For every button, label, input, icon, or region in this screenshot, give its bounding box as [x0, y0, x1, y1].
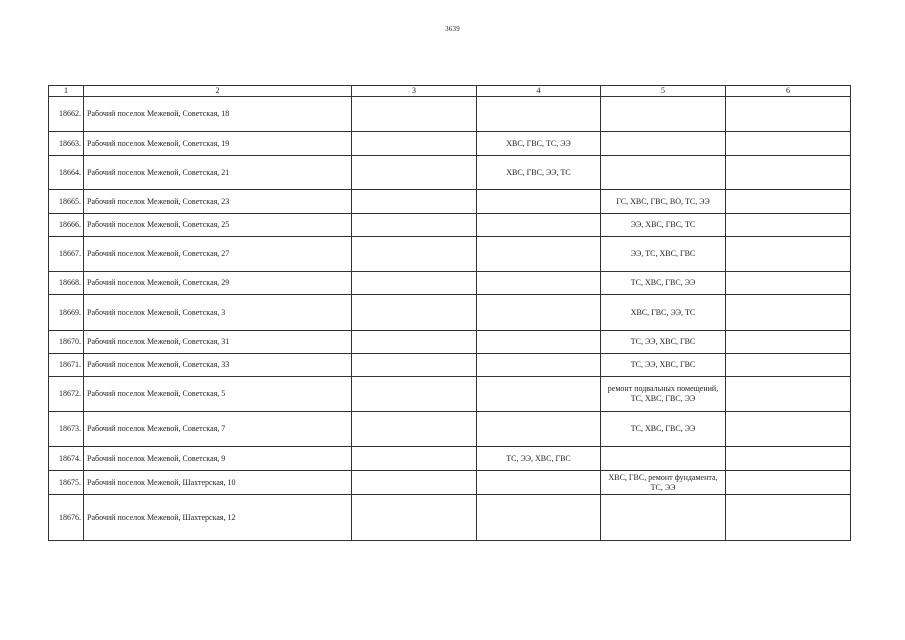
- column-4-cell: [477, 354, 601, 377]
- address-cell: Рабочий поселок Межевой, Советская, 29: [84, 272, 352, 295]
- column-6-cell: [726, 495, 851, 541]
- column-5-cell: [601, 495, 726, 541]
- table-row: [49, 354, 851, 377]
- column-6-cell: [726, 214, 851, 237]
- table-row: [49, 190, 851, 214]
- column-header: 6: [726, 86, 851, 97]
- row-number: 18668.: [49, 272, 84, 295]
- column-5-cell: ТС, ЭЭ, ХВС, ГВС: [601, 354, 726, 377]
- table-row: [49, 377, 851, 412]
- row-number: 18673.: [49, 412, 84, 447]
- row-number: 18666.: [49, 214, 84, 237]
- column-header: 3: [352, 86, 477, 97]
- address-cell: Рабочий поселок Межевой, Советская, 18: [84, 97, 352, 132]
- table-row: [49, 272, 851, 295]
- column-4-cell: [477, 97, 601, 132]
- column-3-cell: [352, 272, 477, 295]
- column-6-cell: [726, 190, 851, 214]
- table-row: [49, 331, 851, 354]
- column-5-cell: ЭЭ, ТС, ХВС, ГВС: [601, 237, 726, 272]
- address-cell: Рабочий поселок Межевой, Шахтерская, 10: [84, 471, 352, 495]
- row-number: 18665.: [49, 190, 84, 214]
- address-cell: Рабочий поселок Межевой, Советская, 23: [84, 190, 352, 214]
- column-3-cell: [352, 132, 477, 156]
- column-4-cell: [477, 412, 601, 447]
- row-number: 18676.: [49, 495, 84, 541]
- column-3-cell: [352, 471, 477, 495]
- address-cell: Рабочий поселок Межевой, Советская, 19: [84, 132, 352, 156]
- column-3-cell: [352, 377, 477, 412]
- column-6-cell: [726, 412, 851, 447]
- column-header: 2: [84, 86, 352, 97]
- column-3-cell: [352, 214, 477, 237]
- column-4-cell: ХВС, ГВС, ЭЭ, ТС: [477, 156, 601, 190]
- column-6-cell: [726, 377, 851, 412]
- column-4-cell: [477, 331, 601, 354]
- column-6-cell: [726, 132, 851, 156]
- column-3-cell: [352, 97, 477, 132]
- column-6-cell: [726, 237, 851, 272]
- address-cell: Рабочий поселок Межевой, Советская, 25: [84, 214, 352, 237]
- address-cell: Рабочий поселок Межевой, Советская, 31: [84, 331, 352, 354]
- address-cell: Рабочий поселок Межевой, Советская, 3: [84, 295, 352, 331]
- column-3-cell: [352, 190, 477, 214]
- column-6-cell: [726, 295, 851, 331]
- table-row: [49, 471, 851, 495]
- row-number: 18669.: [49, 295, 84, 331]
- column-5-cell: ТС, ХВС, ГВС, ЭЭ: [601, 412, 726, 447]
- page-number: 3639: [445, 25, 460, 33]
- table-row: [49, 214, 851, 237]
- column-6-cell: [726, 354, 851, 377]
- column-4-cell: [477, 214, 601, 237]
- data-table: [48, 85, 851, 541]
- column-5-cell: ГС, ХВС, ГВС, ВО, ТС, ЭЭ: [601, 190, 726, 214]
- column-3-cell: [352, 495, 477, 541]
- column-header: 5: [601, 86, 726, 97]
- table-row: [49, 295, 851, 331]
- row-number: 18674.: [49, 447, 84, 471]
- row-number: 18664.: [49, 156, 84, 190]
- column-5-cell: [601, 97, 726, 132]
- column-5-cell: ремонт подвальных помещений, ТС, ХВС, ГВС, ЭЭ: [601, 377, 726, 412]
- row-number: 18663.: [49, 132, 84, 156]
- column-5-cell: ХВС, ГВС, ЭЭ, ТС: [601, 295, 726, 331]
- address-cell: Рабочий поселок Межевой, Шахтерская, 12: [84, 495, 352, 541]
- column-6-cell: [726, 97, 851, 132]
- column-3-cell: [352, 412, 477, 447]
- row-number: 18662.: [49, 97, 84, 132]
- row-number: 18672.: [49, 377, 84, 412]
- column-4-cell: ХВС, ГВС, ТС, ЭЭ: [477, 132, 601, 156]
- column-3-cell: [352, 237, 477, 272]
- address-cell: Рабочий поселок Межевой, Советская, 5: [84, 377, 352, 412]
- row-number: 18667.: [49, 237, 84, 272]
- column-4-cell: [477, 190, 601, 214]
- column-5-cell: ЭЭ, ХВС, ГВС, ТС: [601, 214, 726, 237]
- column-3-cell: [352, 447, 477, 471]
- column-4-cell: [477, 237, 601, 272]
- column-5-cell: ХВС, ГВС, ремонт фундамента, ТС, ЭЭ: [601, 471, 726, 495]
- column-3-cell: [352, 354, 477, 377]
- column-4-cell: [477, 377, 601, 412]
- column-header: 1: [49, 86, 84, 97]
- column-5-cell: ТС, ХВС, ГВС, ЭЭ: [601, 272, 726, 295]
- address-cell: Рабочий поселок Межевой, Советская, 9: [84, 447, 352, 471]
- table-row: [49, 495, 851, 541]
- table-row: [49, 132, 851, 156]
- column-6-cell: [726, 471, 851, 495]
- column-6-cell: [726, 447, 851, 471]
- column-5-cell: [601, 447, 726, 471]
- column-4-cell: [477, 272, 601, 295]
- table-row: [49, 412, 851, 447]
- column-3-cell: [352, 331, 477, 354]
- column-5-cell: [601, 156, 726, 190]
- table-row: [49, 156, 851, 190]
- column-4-cell: [477, 471, 601, 495]
- address-cell: Рабочий поселок Межевой, Советская, 33: [84, 354, 352, 377]
- address-cell: Рабочий поселок Межевой, Советская, 7: [84, 412, 352, 447]
- table-row: [49, 237, 851, 272]
- column-3-cell: [352, 156, 477, 190]
- address-cell: Рабочий поселок Межевой, Советская, 21: [84, 156, 352, 190]
- table-row: [49, 447, 851, 471]
- row-number: 18670.: [49, 331, 84, 354]
- column-6-cell: [726, 272, 851, 295]
- address-cell: Рабочий поселок Межевой, Советская, 27: [84, 237, 352, 272]
- column-header: 4: [477, 86, 601, 97]
- table-header-row: [49, 86, 851, 97]
- column-4-cell: [477, 295, 601, 331]
- column-6-cell: [726, 156, 851, 190]
- row-number: 18671.: [49, 354, 84, 377]
- column-5-cell: [601, 132, 726, 156]
- column-5-cell: ТС, ЭЭ, ХВС, ГВС: [601, 331, 726, 354]
- row-number: 18675.: [49, 471, 84, 495]
- column-3-cell: [352, 295, 477, 331]
- column-4-cell: [477, 495, 601, 541]
- table-row: [49, 97, 851, 132]
- column-6-cell: [726, 331, 851, 354]
- column-4-cell: ТС, ЭЭ, ХВС, ГВС: [477, 447, 601, 471]
